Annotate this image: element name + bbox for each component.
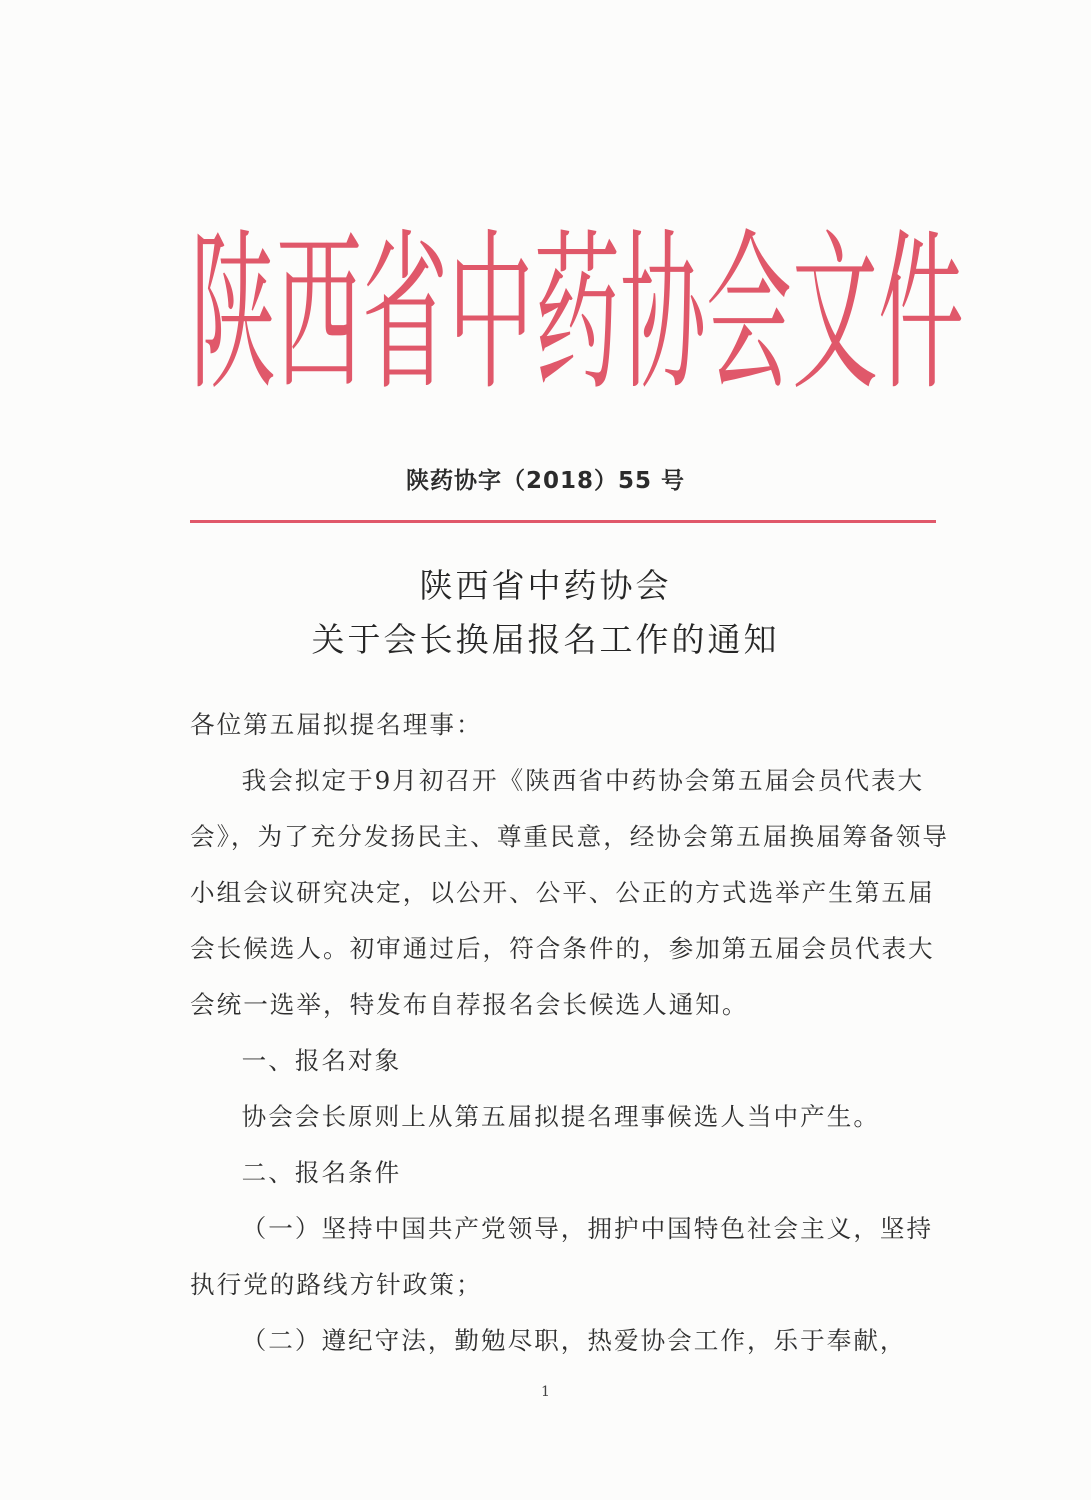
red-divider-line <box>190 520 936 523</box>
page-number: 1 <box>541 1384 550 1400</box>
masthead-title <box>190 215 964 415</box>
masthead-char: 陕 <box>190 215 276 415</box>
masthead-char: 协 <box>620 215 706 415</box>
masthead-char: 中 <box>448 215 534 415</box>
condition-2: （二）遵纪守法，勤勉尽职，热爱协会工作，乐于奉献， <box>241 1326 907 1355</box>
masthead-char: 西 <box>276 215 362 415</box>
condition-1: （一）坚持中国共产党领导，拥护中国特色社会主义，坚持执行党的路线方针政策； <box>190 1214 934 1299</box>
notice-title-line-2: 关于会长换届报名工作的通知 <box>311 620 780 659</box>
masthead-char: 药 <box>534 215 620 415</box>
masthead-char: 会 <box>706 215 792 415</box>
masthead-char: 文 <box>792 215 878 415</box>
section-heading-2: 二、报名条件 <box>241 1158 402 1187</box>
notice-title-line-1: 陕西省中药协会 <box>419 566 672 605</box>
masthead-char: 省 <box>362 215 448 415</box>
section-heading-1: 一、报名对象 <box>241 1046 402 1075</box>
notice-body <box>190 697 952 1369</box>
salutation: 各位第五届拟提名理事： <box>190 710 483 739</box>
document-number: 陕药协字（2018）55 号 <box>405 468 686 494</box>
masthead-char: 件 <box>878 215 964 415</box>
intro-paragraph: 我会拟定于9月初召开《陕西省中药协会第五届会员代表大会》，为了充分发扬民主、尊重民意，经协会第五届换届筹备领导小组会议研究决定，以公开、公平、公正的方式选举产生第五届会长候选人。初审通过后，符合条件的，参加第五届会员代表大会统一选举，特发布自荐报名会长候选人通知。 <box>190 766 949 1019</box>
section-1-text: 协会会长原则上从第五届拟提名理事候选人当中产生。 <box>241 1102 880 1131</box>
